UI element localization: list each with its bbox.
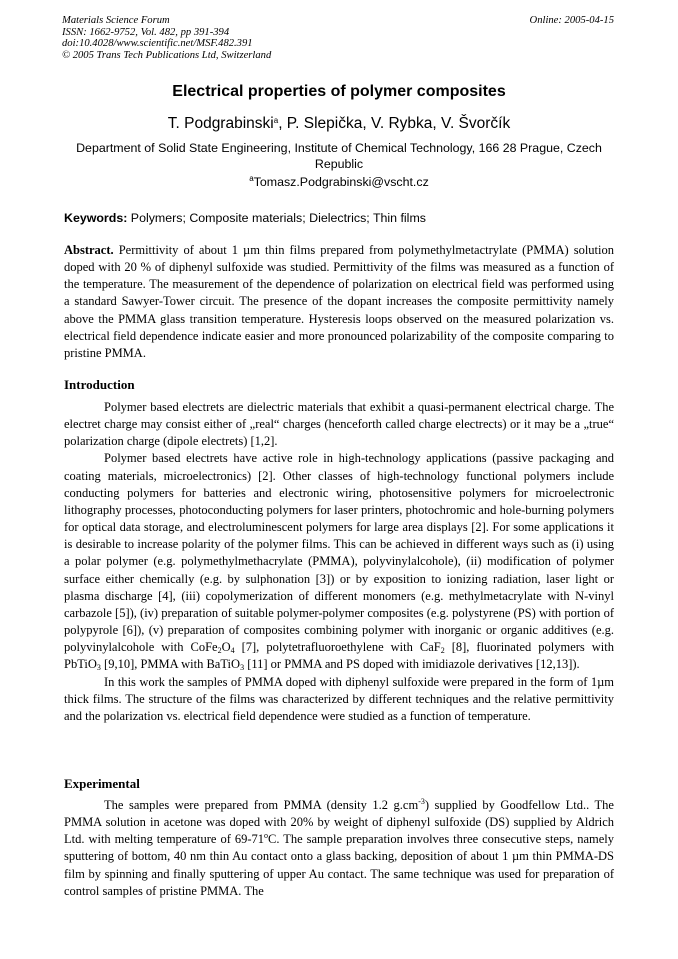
introduction-body <box>64 399 614 725</box>
paper-title: Electrical properties of polymer composites <box>172 83 506 100</box>
section-heading-experimental: Experimental <box>64 776 140 791</box>
abstract <box>64 242 614 362</box>
experimental-paragraph-1: The samples were prepared from PMMA (density 1.2 $g.cm^{-3}$) supplied by Goodfellow Ltd.. The PMMA solution in acetone was doped with 20% by weight of diphenyl sulfoxide (DS) supplied by Aldrich Ltd. with melting temperature of 69-71$^o$C. The sample preparation involves three consecutive steps, namely sputtering of bottom, 40 nm thin Au contact onto a glass backing, deposition of about 1 µm thin PMMA-DS film by spinning and finally sputtering of upper Au contact. The same technique was used for preparation of control samples of pristine PMMA. The <box>64 797 614 898</box>
author-affil-mark: a <box>273 116 279 125</box>
experimental-body <box>64 797 614 900</box>
email-affil-mark: a <box>249 174 254 183</box>
abstract-label: Abstract. <box>64 243 114 257</box>
intro-paragraph-3: In this work the samples of PMMA doped with diphenyl sulfoxide were prepared in the form of 1µm thick films. The structure of the films was characterized by different techniques and the relative permittivity and the polarization vs. electrical field dependence were studied as a function of temperature. <box>64 674 614 723</box>
doi-line: doi:10.4028/www.scientific.net/MSF.482.391 <box>62 38 253 50</box>
journal-header <box>62 15 614 61</box>
author-list <box>0 114 678 134</box>
author-first: T. Podgrabinski <box>167 115 274 132</box>
journal-name: Materials Science Forum <box>62 15 170 26</box>
intro-paragraph-1: Polymer based electrets are dielectric materials that exhibit a quasi-permanent electrical charge. The electret charge may consist either of „real“ charges (henceforth called charge electrects) or it may be a „true“ polarization charge (dipole electrets) [1,2]. <box>64 400 614 449</box>
author-rest: , P. Slepička, V. Rybka, V. Švorčík <box>278 115 511 132</box>
contact-email <box>0 174 678 190</box>
abstract-text: Permittivity of about 1 µm thin films prepared from polymethylmetactrylate (PMMA) solution doped with 20 % of diphenyl sulfoxide was studied. Permittivity of the films was measured as a function of the temperature. The measurement of the dependence of polarization on electrical field was performed using a standard Sawyer-Tower circuit. The presence of the dopant increases the composite permittivity namely above the PMMA glass transition temperature. Hysteresis loops observed on the measured polarization vs. electrical field dependence indicate easier and more pronounced polarizability of the composite comparing to pristine PMMA. <box>64 243 614 360</box>
affiliation: Department of Solid State Engineering, Institute of Chemical Technology, 166 28 Prague, Czech Republic <box>76 141 602 171</box>
keywords-text: Polymers; Composite materials; Dielectrics; Thin films <box>127 211 426 225</box>
section-heading-introduction: Introduction <box>64 377 135 392</box>
copyright-line: © 2005 Trans Tech Publications Ltd, Switzerland <box>62 49 272 61</box>
online-date: Online: 2005-04-15 <box>529 15 614 26</box>
keywords <box>64 210 614 226</box>
keywords-label: Keywords: <box>64 211 128 225</box>
issn-line: ISSN: 1662-9752, Vol. 482, pp 391-394 <box>62 26 230 38</box>
email-address: Tomasz.Podgrabinski@vscht.cz <box>253 175 429 189</box>
intro-paragraph-2: Polymer based electrets have active role in high-technology applications (passive packaging and coating materials, microelectronics) [2]. Other classes of high-technology functional polymers include conducting polymers for batteries and electronic wiring, photosensitive polymers for microelectronic lithography processes, photoconducting polymers for laser printers, photochromic and hole-burning polymers for optical data storage, and electroluminescent polymers for large area displays [2]. For some applications it is desirable to increase polarity of the polymer films. This can be achieved in different ways such as (i) using a polar polymer (e.g. polymethylmethacrylate (PMMA), polyvinylalcohole), (ii) modification of polymer surface either chemically (e.g. by sulphonation [3]) or by exposition to ionizing radiation, laser light or plasma discharge [4], (iii) copolymerization of different monomers (e.g. methylmetacrylate with N-vinyl carbazole [5]), (iv) preparation of suitable polymer-polymer composites (e.g. polystyrene (PS) with portion of polypyrole [6]), (v) preparation of composites combining polymer with inorganic or organic additives (e.g. polyvinylalcohole with $CoFe_2O_4$ [7], polytetrafluoroethylene with CaF$_2$ [8], fluorinated polymers with PbTiO$_3$ [9,10], PMMA with BaTiO$_3$ [11] or PMMA and PS doped with imidiazole derivatives [12,13]). <box>64 451 614 673</box>
